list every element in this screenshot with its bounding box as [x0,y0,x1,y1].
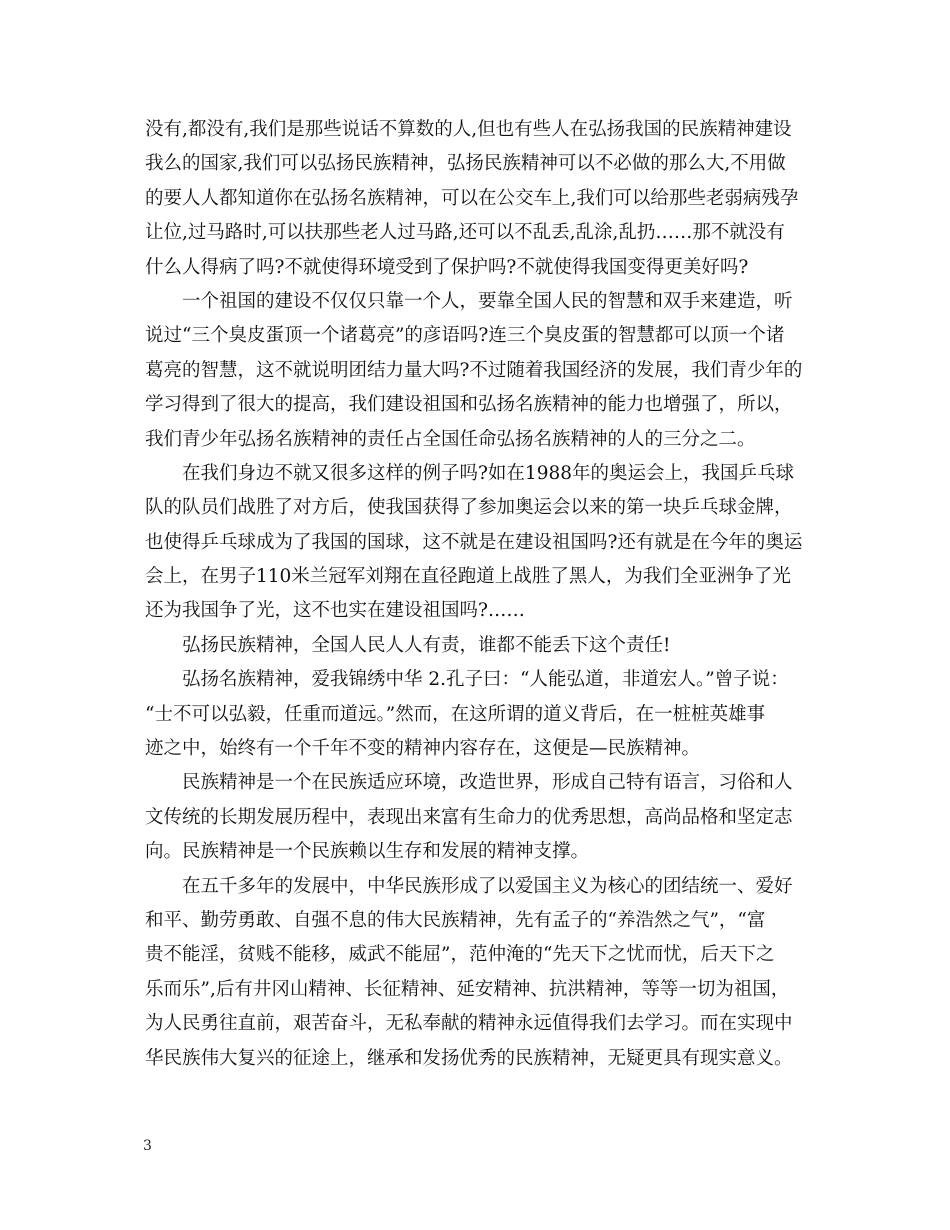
text-line: 向。民族精神是一个民族赖以生存和发展的精神支撑。 [145,841,590,863]
text-line: 和平、勤劳勇敢、自强不息的伟大民族精神，先有孟子的“养浩然之气”，“富 [145,909,766,931]
text-line: 说过“三个臭皮蛋顶一个诸葛亮”的彦语吗?连三个臭皮蛋的智慧都可以顶一个诸 [145,325,785,347]
text-line: 我么的国家,我们可以弘扬民族精神，弘扬民族精神可以不必做的那么大,不用做 [145,153,786,175]
text-line: 为人民勇往直前，艰苦奋斗，无私奉献的精神永远值得我们去学习。而在实现中 [145,1013,793,1035]
body-text [145,113,815,1076]
text-line: 学习得到了很大的提高，我们建设祖国和弘扬名族精神的能力也增强了，所以， [145,394,793,416]
text-line: 队的队员们战胜了对方后，使我国获得了参加奥运会以来的第一块乒乓球金牌， [145,497,793,519]
paragraph-first-line: 弘扬民族精神，全国人民人人有责，谁都不能丢下这个责任! [182,634,671,656]
text-line: 华民族伟大复兴的征途上，继承和发扬优秀的民族精神，无疑更具有现实意义。 [145,1047,793,1069]
text-line: 的要人人都知道你在弘扬名族精神，可以在公交车上,我们可以给那些老弱病残孕 [145,187,799,209]
paragraph-first-line: 在我们身边不就又很多这样的例子吗?如在1988年的奥运会上，我国乒乓球 [182,462,795,484]
text-line: 迹之中，始终有一个千年不变的精神内容存在，这便是—民族精神。 [145,738,701,760]
text-line: 我们青少年弘扬名族精神的责任占全国任命弘扬名族精神的人的三分之二。 [145,428,756,450]
text-line: 也使得乒乓球成为了我国的国球，这不就是在建设祖国吗?还有就是在今年的奥运 [145,531,803,553]
paragraph-first-line: 在五千多年的发展中，中华民族形成了以爱国主义为核心的团结统一、爱好 [182,875,793,897]
page-number: 3 [143,1138,152,1154]
text-line: 还为我国争了光，这不也实在建设祖国吗?…… [145,600,525,622]
paragraph-first-line: 民族精神是一个在民族适应环境，改造世界，形成自己特有语言，习俗和人 [182,772,793,794]
text-line: “士不可以弘毅，任重而道远。”然而，在这所谓的道义背后，在一桩桩英雄事 [145,703,766,725]
text-line: 没有,都没有,我们是那些说话不算数的人,但也有些人在弘扬我国的民族精神建设 [145,119,792,140]
paragraph-first-line: 弘扬名族精神，爱我锦绣中华 2.孔子曰：“人能弘道，非道宏人。”曾子说： [182,669,789,691]
text-line: 贵不能淫，贫贱不能移，威武不能屈”，范仲淹的“先天下之忧而忧，后天下之 [145,944,775,966]
text-line: 文传统的长期发展历程中，表现出来富有生命力的优秀思想，高尚品格和坚定志 [145,806,793,828]
text-line: 什么人得病了吗?不就使得环境受到了保护吗?不就使得我国变得更美好吗? [145,256,749,278]
paragraph-first-line: 一个祖国的建设不仅仅只靠一个人，要靠全国人民的智慧和双手来建造，听 [182,290,793,312]
text-line: 乐而乐”,后有井冈山精神、长征精神、延安精神、抗洪精神，等等一切为祖国， [145,978,790,1000]
text-line: 让位,过马路时,可以扶那些老人过马路,还可以不乱丢,乱涂,乱扔……那不就没有 [145,222,785,244]
text-line: 会上，在男子110米兰冠军刘翔在直径跑道上战胜了黑人，为我们全亚洲争了光 [145,566,791,588]
text-line: 葛亮的智慧，这不就说明团结力量大吗?不过随着我国经济的发展，我们青少年的 [145,359,803,381]
